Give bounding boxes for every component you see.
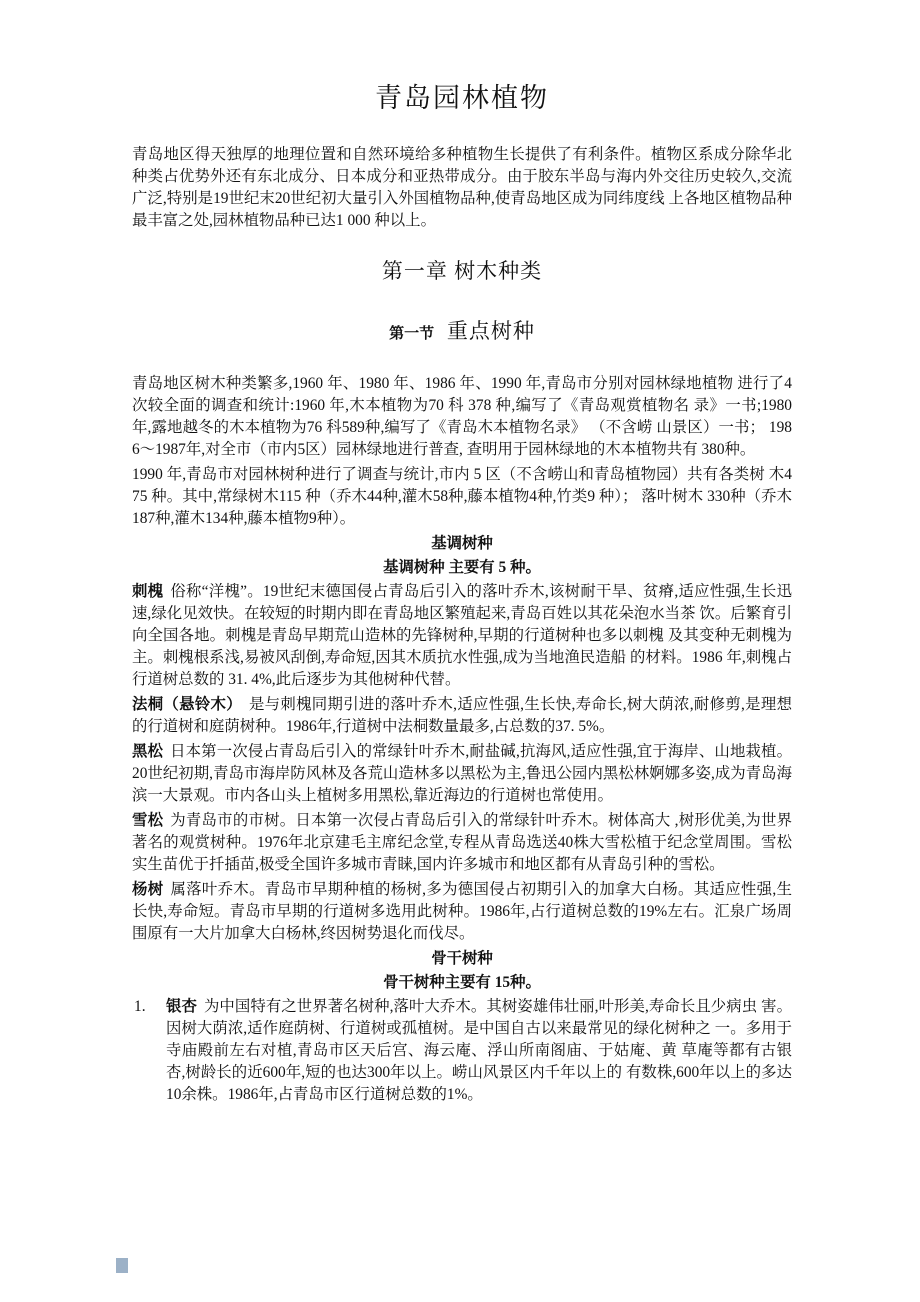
species-term: 银杏 [166,998,197,1015]
base-species-heading: 基调树种 [431,535,493,552]
species-text: 为中国特有之世界著名树种,落叶大乔木。其树姿雄伟壮丽,叶形美,寿命长且少病虫 害。因树大荫浓,适作庭荫树、行道树或孤植树。是中国自古以来最常见的绿化树种之 一。多用于寺庙殿前左右对植,青岛市区天后宫、海云庵、浮山所南阁庙、于姑庵、黄 草庵等都有古银杏,树龄长的近600年,短的也达300年以上。崂山风景区内千年以上的 有数株,600年以上的多达10余株。1986年,占青岛市区行道树总数的1%。 [166,998,792,1103]
backbone-species-heading: 骨干树种 [431,950,493,967]
species-text: 日本第一次侵占青岛后引入的常绿针叶乔木,耐盐碱,抗海风,适应性强,宜于海岸、山地栽植。20世纪初期,青岛市海岸防风林及各荒山造林多以黑松为主,鲁迅公园内黑松林婀娜多姿,成为青岛海滨一大景观。市内各山头上植树多用黑松,靠近海边的行道树也常使用。 [132,743,792,804]
species-term: 杨树 [132,881,164,898]
list-item-body [166,996,792,1106]
section-title: 重点树种 [446,319,535,343]
bottom-left-artifact [116,1258,128,1273]
document-title: 青岛园林植物 [375,83,549,113]
list-item-yinxing [132,996,792,1106]
species-term: 刺槐 [132,583,164,600]
species-entry-yangshu [132,879,792,945]
chapter-heading: 第一章 树木种类 [381,259,543,283]
species-term: 法桐（悬铃木） [132,696,242,713]
intro-paragraph: 青岛地区得天独厚的地理位置和自然环境给多种植物生长提供了有利条件。植物区系成分除华北种类占优势外还有东北成分、日本成分和亚热带成分。由于胶东半岛与海内外交往历史较久,交流广泛,特别是19世纪末20世纪初大量引入外国植物品种,使青岛地区成为同纬度线 上各地区植物品种最丰富之处,园林植物品种已达1 000 种以上。 [132,146,792,229]
species-text: 俗称“洋槐”。19世纪末德国侵占青岛后引入的落叶乔木,该树耐干旱、贫瘠,适应性强,生长迅速,绿化见效快。在较短的时期内即在青岛地区繁殖起来,青岛百姓以其花朵泡水当茶 饮。后繁育引向全国各地。刺槐是青岛早期荒山造林的先锋树种,早期的行道树种也多以刺槐 及其变种无刺槐为主。刺槐根系浅,易被风刮倒,寿命短,因其木质抗水性强,成为当地渔民造船 的材料。1986 年,刺槐占行道树总数的 31. 4%,此后逐步为其他树种代替。 [132,583,792,688]
species-entry-fatong [132,694,792,738]
backbone-species-subheading: 骨干树种主要有 15种。 [383,974,541,991]
section-heading [132,316,792,349]
species-text: 为青岛市的市树。日本第一次侵占青岛后引入的常绿针叶乔木。树体高大 ,树形优美,为世界著名的观赏树种。1976年北京建毛主席纪念堂,专程从青岛选送40株大雪松植于纪念堂周围。雪松实生苗优于扦插苗,极受全国许多城市青睐,国内许多城市和地区都有从青岛引种的雪松。 [132,812,792,873]
survey-paragraph-2: 1990 年,青岛市对园林树种进行了调查与统计,市内 5 区（不含崂山和青岛植物园）共有各类树 木475 种。其中,常绿树木115 种（乔木44种,灌木58种,藤本植物4种,竹类9 种）； 落叶树木 330种（乔木187种,灌木134种,藤本植物9种）。 [132,466,792,527]
list-number: 1. [134,998,146,1015]
section-number: 第一节 [389,326,435,342]
species-entry-cihuai [132,581,792,691]
species-text: 属落叶乔木。青岛市早期种植的杨树,多为德国侵占初期引入的加拿大白杨。其适应性强,生长快,寿命短。青岛市早期的行道树多选用此树种。1986年,占行道树总数的19%左右。汇泉广场周围原有一大片加拿大白杨林,终因树势退化而伐尽。 [132,881,792,942]
survey-paragraph-1: 青岛地区树木种类繁多,1960 年、1980 年、1986 年、1990 年,青岛市分别对园林绿地植物 进行了4 次较全面的调查和统计:1960 年,木本植物为70 科 378 种,编写了《青岛观赏植物名 录》一书;1980年,露地越冬的木本植物为76 科589种,编写了《青岛木本植物名录》 （不含崂 山景区）一书； 1986～1987年,对全市（市内5区）园林绿地进行普查, 查明用于园林绿地的木本植物共有 380种。 [132,375,792,458]
species-entry-xuesong [132,810,792,876]
species-entry-heisong [132,741,792,807]
species-term: 雪松 [132,812,164,829]
base-species-subheading: 基调树种 主要有 5 种。 [383,559,541,576]
species-text: 是与刺槐同期引进的落叶乔木,适应性强,生长快,寿命长,树大荫浓,耐修剪,是理想的行道树和庭荫树种。1986年,行道树中法桐数量最多,占总数的37. 5%。 [132,696,792,735]
species-term: 黑松 [132,743,164,760]
